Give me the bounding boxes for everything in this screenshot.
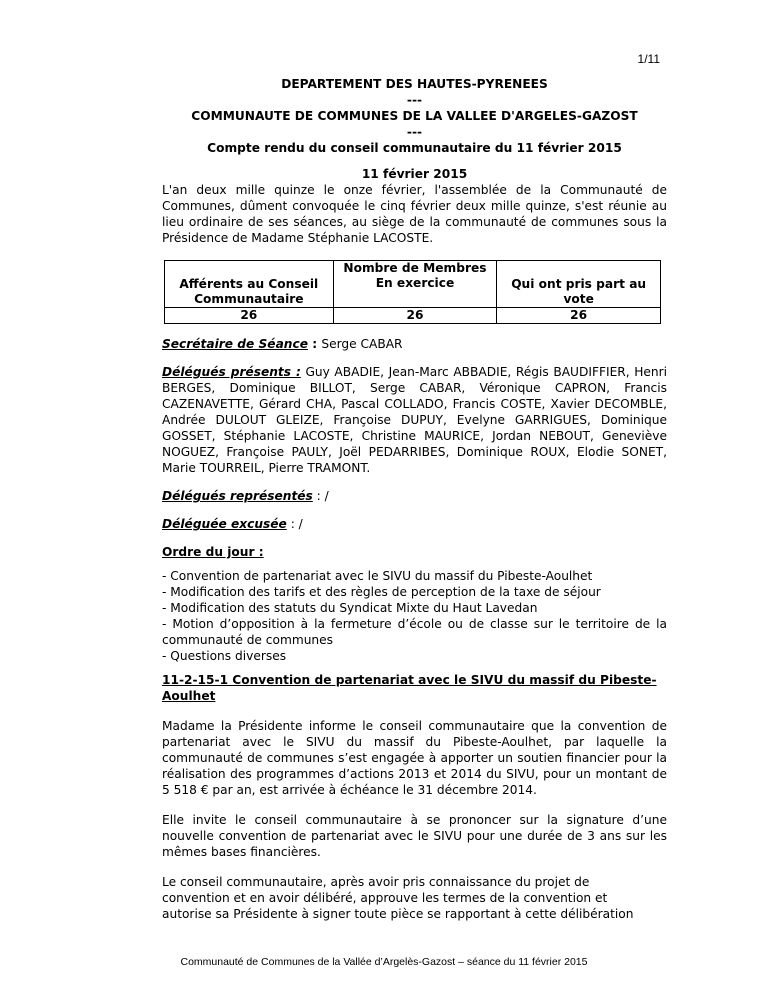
agenda-item: - Modification des tarifs et des règles de perception de la taxe de séjour [162, 585, 601, 599]
paragraph-line: autorise sa Présidente à signer toute pièce se rapportant à cette délibération [162, 907, 634, 921]
delegues-presents-value: Guy ABADIE, Jean-Marc ABBADIE, Régis BAUDIFFIER, Henri BERGES, Dominique BILLOT, Serge CABAR, Véronique CAPRON, Francis CAZENAVETTE, Gérard CHA, Pascal COLLADO, Francis COSTE, Xavier DECOMBLE, Andrée DULOUT GLEIZE, Françoise DUPUY, Evelyne GARRIGUES, Dominique GOSSET, Stéphanie LACOSTE, Christine MAURICE, Jordan NEBOUT, Geneviève NOGUEZ, Françoise PAULY, Joël PEDARRIBES, Dominique ROUX, Elodie SONET, Marie TOURREIL, Pierre TRAMONT. [162, 365, 668, 475]
header-department: DEPARTEMENT DES HAUTES-PYRENEES [281, 77, 548, 91]
delegues-presents-label: Délégués présents : [162, 365, 301, 379]
paragraph-line: Le conseil communautaire, après avoir pris connaissance du projet de [162, 875, 590, 889]
secretaire-line [162, 336, 667, 352]
deleguee-excusee-value: : / [286, 517, 303, 531]
secretaire-label: Secrétaire de Séance [162, 337, 308, 351]
page-number: 1/11 [637, 52, 660, 66]
document-header [162, 76, 667, 156]
delegues-representes [162, 488, 667, 504]
section-paragraph: Elle invite le conseil communautaire à se prononcer sur la signature d’une nouvelle convention de partenariat avec le SIVU pour une durée de 3 ans sur les mêmes bases financières. [162, 813, 667, 859]
delegues-representes-label: Délégués représentés [162, 489, 313, 503]
agenda-item: - Motion d’opposition à la fermeture d’école ou de classe sur le territoire de la communauté de communes [162, 617, 667, 647]
section-heading: 11-2-15-1 Convention de partenariat avec le SIVU du massif du Pibeste-Aoulhet [162, 673, 657, 703]
header-separator: --- [406, 93, 423, 107]
agenda-item: - Convention de partenariat avec le SIVU du massif du Pibeste-Aoulhet [162, 569, 593, 583]
deleguee-excusee [162, 516, 667, 532]
paragraph-line: convention et en avoir délibéré, approuve les termes de la convention et [162, 891, 608, 905]
header-title: Compte rendu du conseil communautaire du 11 février 2015 [207, 141, 622, 155]
delegues-presents [162, 364, 667, 476]
page-footer: Communauté de Communes de la Vallée d’Argelès-Gazost – séance du 11 février 2015 [180, 956, 588, 968]
ordre-du-jour-title [162, 544, 667, 560]
en-exercice-value: 26 [333, 308, 497, 324]
document-body [162, 76, 667, 922]
header-community: COMMUNAUTE DE COMMUNES DE LA VALLEE D'ARGELES-GAZOST [191, 109, 638, 123]
section-paragraph: Madame la Présidente informe le conseil communautaire que la convention de partenariat avec le SIVU du massif du Pibeste-Aoulhet, par laquelle la communauté de communes s’est engagée à apporter un soutien financier pour la réalisation des programmes d’actions 2013 et 2014 du SIVU, pour un montant de 5 518 € par an, est arrivée à échéance le 31 décembre 2014. [162, 719, 667, 797]
section-paragraph [162, 874, 667, 922]
vote-value: 26 [497, 308, 661, 324]
col-en-exercice-header-line2: En exercice [375, 276, 455, 290]
members-table [164, 260, 661, 324]
agenda-item: - Modification des statuts du Syndicat Mixte du Haut Lavedan [162, 601, 538, 615]
secretaire-colon: : [307, 337, 322, 351]
col-afferents-header: Afférents au Conseil Communautaire [165, 261, 334, 308]
agenda-list [162, 568, 667, 664]
header-separator: --- [406, 125, 423, 139]
meeting-date: 11 février 2015 [361, 167, 468, 181]
agenda-item: - Questions diverses [162, 649, 287, 663]
ordre-du-jour-label: Ordre du jour : [162, 545, 264, 559]
col-vote-header: Qui ont pris part au vote [497, 261, 661, 308]
deleguee-excusee-label: Déléguée excusée [162, 517, 287, 531]
afferents-value: 26 [165, 308, 334, 324]
col-en-exercice-header [333, 261, 497, 308]
secretaire-value: Serge CABAR [321, 337, 403, 351]
intro-paragraph: L'an deux mille quinze le onze février, l'assemblée de la Communauté de Communes, dûment convoquée le cinq février deux mille quinze, s'est réunie au lieu ordinaire de ses séances, au siège de la communauté de communes sous la Présidence de Madame Stéphanie LACOSTE. [162, 183, 667, 245]
delegues-representes-value: : / [312, 489, 329, 503]
col-en-exercice-header-line1: Nombre de Membres [343, 261, 487, 275]
